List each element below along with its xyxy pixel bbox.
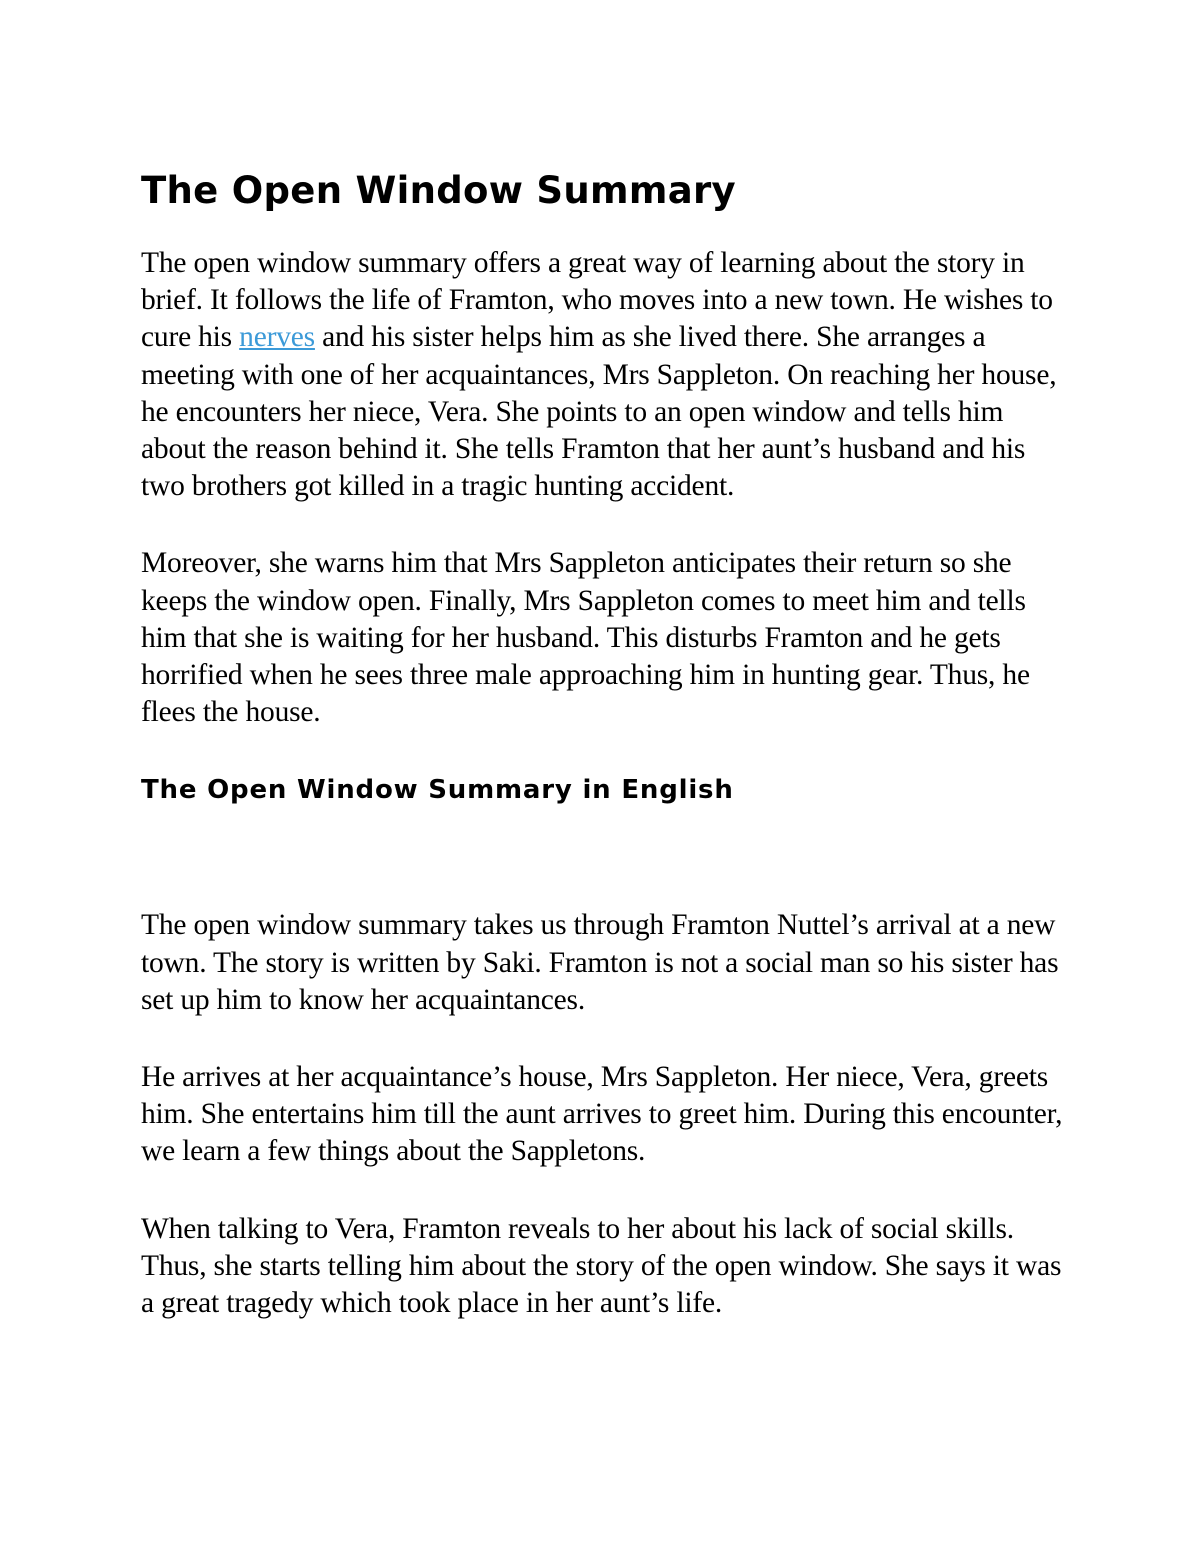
intro-paragraph [141,245,1071,505]
paragraph-open-window-story: When talking to Vera, Framton reveals to her about his lack of social skills. Thus, she starts telling him about the story of the open window. She says it was a great tragedy which took place in her aunt’s life. [141,1212,1062,1320]
intro-text-after-link: and his sister helps him as she lived there. She arranges a meeting with one of her acquaintances, Mrs Sappleton. On reaching her house, he encounters her niece, Vera. She points to an open window and tells him about the reason behind it. She tells Framton that her aunt’s husband and his two brothers got killed in a tragic hunting accident. [141,321,1057,503]
paragraph-moreover: Moreover, she warns him that Mrs Sappleton anticipates their return so she keeps the window open. Finally, Mrs Sappleton comes to meet him and tells him that she is waiting for her husband. This disturbs Framton and he gets horrified when he sees three male approaching him in hunting gear. Thus, he flees the house. [141,547,1030,729]
document-content [141,168,1071,1362]
intro-text-before-link: The open window summary offers a great way of learning about the story in brief. It follows the life of Framton, who moves into a new town. He wishes to cure his [141,247,1053,354]
paragraph-acquaintance-house: He arrives at her acquaintance’s house, Mrs Sappleton. Her niece, Vera, greets him. She entertains him till the aunt arrives to greet him. During this encounter, we learn a few things about the Sappletons. [141,1061,1063,1168]
page-title: The Open Window Summary [141,169,736,212]
paragraph-arrival: The open window summary takes us through Framton Nuttel’s arrival at a new town. The story is written by Saki. Framton is not a social man so his sister has set up him to know her acquaintances. [141,909,1059,1016]
nerves-link[interactable]: nerves [239,321,315,354]
section-heading-summary-in-english: The Open Window Summary in English [141,775,734,806]
